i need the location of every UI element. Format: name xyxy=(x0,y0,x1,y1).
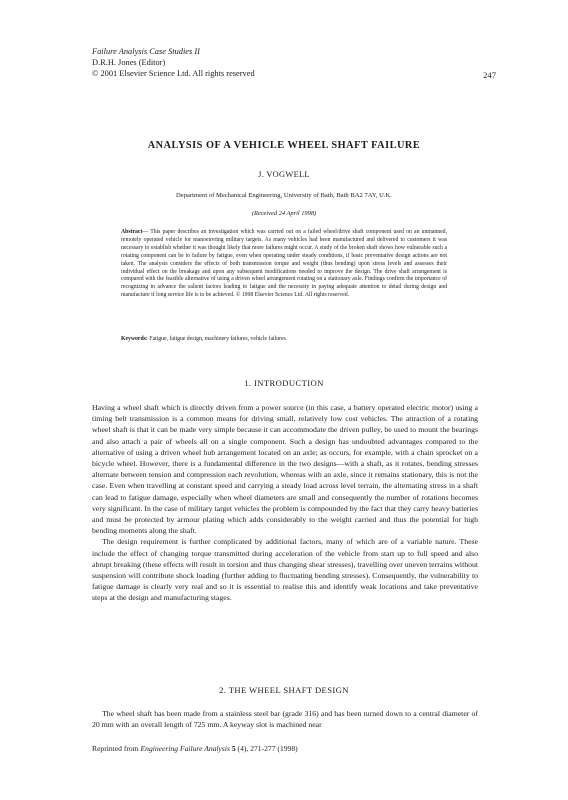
paragraph: Having a wheel shaft which is directly driven from a power source (in this case, a battery operated electric motor) using a timing belt transmission is a common means for driving small, relatively low cost vehicles. The attraction of a rotating wheel shaft is that it can be made very simple because it can accommodate the driven pulley, be used to mount the bearings and also attach a pair of wheels all on a single component. Such a design has undoubted advantages compared to the alternative of using a driven wheel hub arrangement located on an axle; as occurs, for example, with a chain sprocket on a bicycle wheel. However, there is a fundamental difference in the two designs—with a shaft, as it rotates, bending stresses alternate between tension and compression each revolution, whereas with an axle, since it remains stationary, this is not the case. Even when travelling at constant speed and carrying a steady load across level terrain, the alternating stress in a shaft can lead to fatigue damage, especially when wheel diameters are small and consequently the number of rotations becomes very significant. In the case of military target vehicles the problem is compounded by the fact that they carry heavy batteries and must be protected by armour plating which adds considerably to the weight carried and thus the potential for high bending moments along the shaft. xyxy=(92,403,478,536)
wheel-shaft-design-body xyxy=(92,708,478,730)
journal-name: Engineering Failure Analysis xyxy=(140,744,230,753)
reprint-prefix: Reprinted from xyxy=(92,744,141,753)
paragraph: The design requirement is further complicated by additional factors, many of which are of a variable nature. These include the effect of changing torque transmitted during acceleration of the vehicle from start up to full speed and also abrupt breaking (these effects will result in torsion and thus changing shear stresses), travelling over uneven terrains without suspension will contribute shock loading (further adding to fluctuating bending stresses). Consequently, the vulnerability to fatigue damage is clearly very real and so it is essential to realise this and identify weak locations and take preventative steps at the design and manufacturing stages. xyxy=(92,537,478,603)
reprint-note xyxy=(92,744,298,753)
received-date: (Received 24 April 1998) xyxy=(251,210,317,217)
introduction-body xyxy=(92,402,478,604)
abstract-label: Abstract xyxy=(121,229,143,235)
page-number: 247 xyxy=(483,70,496,80)
keywords xyxy=(121,336,447,342)
series-title: Failure Analysis Case Studies II xyxy=(92,47,200,56)
journal-volume: 5 xyxy=(231,744,236,753)
section-heading-wheel-shaft-design: 2. THE WHEEL SHAFT DESIGN xyxy=(219,685,349,695)
copyright-line: © 2001 Elsevier Science Ltd. All rights reserved xyxy=(92,69,255,78)
paper-title: ANALYSIS OF A VEHICLE WHEEL SHAFT FAILURE xyxy=(147,140,421,151)
section-heading-introduction: 1. INTRODUCTION xyxy=(244,378,324,388)
running-header xyxy=(92,46,255,79)
author-name: J. VOGWELL xyxy=(258,170,310,179)
abstract-text: — This paper describes an investigation which was carried out on a failed wheel/drive shaft component used on an unmanned, remotely operated vehicle for manoeuvring military targets. As many vehicles had been manufactured and delivered to customers it was necessary to establish whether it was thought likely that more failures might occur. A study of the broken shaft shows how vulnerable such a rotating component can be to failure by fatigue, even when operating under steady conditions, if basic preventative design actions are not taken. The analysis considers the effects of both transmission torque and weight (thus bending) upon stress levels and assesses their individual effect on the breakage and upon any subsequent modifications needed to improve the design. The drive shaft arrangement is compared with the feasible alternative of using a driven wheel arrangement rotating on a stationary axle. Findings confirm the importance of recognizing in advance the salient factors leading to fatigue and the necessity in paying adequate attention to detail during design and manufacture if long service life is to be achieved. © 1998 Elsevier Science Ltd. All rights reserved. xyxy=(121,229,447,299)
abstract xyxy=(121,229,447,300)
paragraph: The wheel shaft has been made from a stainless steel bar (grade 316) and has been turned down to a central diameter of 20 mm with an overall length of 725 mm. A keyway slot is machined near xyxy=(92,709,478,730)
affiliation: Department of Mechanical Engineering, University of Bath, Bath BA2 7AY, U.K. xyxy=(176,192,392,199)
keywords-text: Fatigue, fatigue design, machinery failures, vehicle failures. xyxy=(147,336,288,342)
editor-line: D.R.H. Jones (Editor) xyxy=(92,58,166,67)
keywords-label: Keywords: xyxy=(121,336,148,342)
issue-pages: (4), 271-277 (1998) xyxy=(235,744,298,753)
